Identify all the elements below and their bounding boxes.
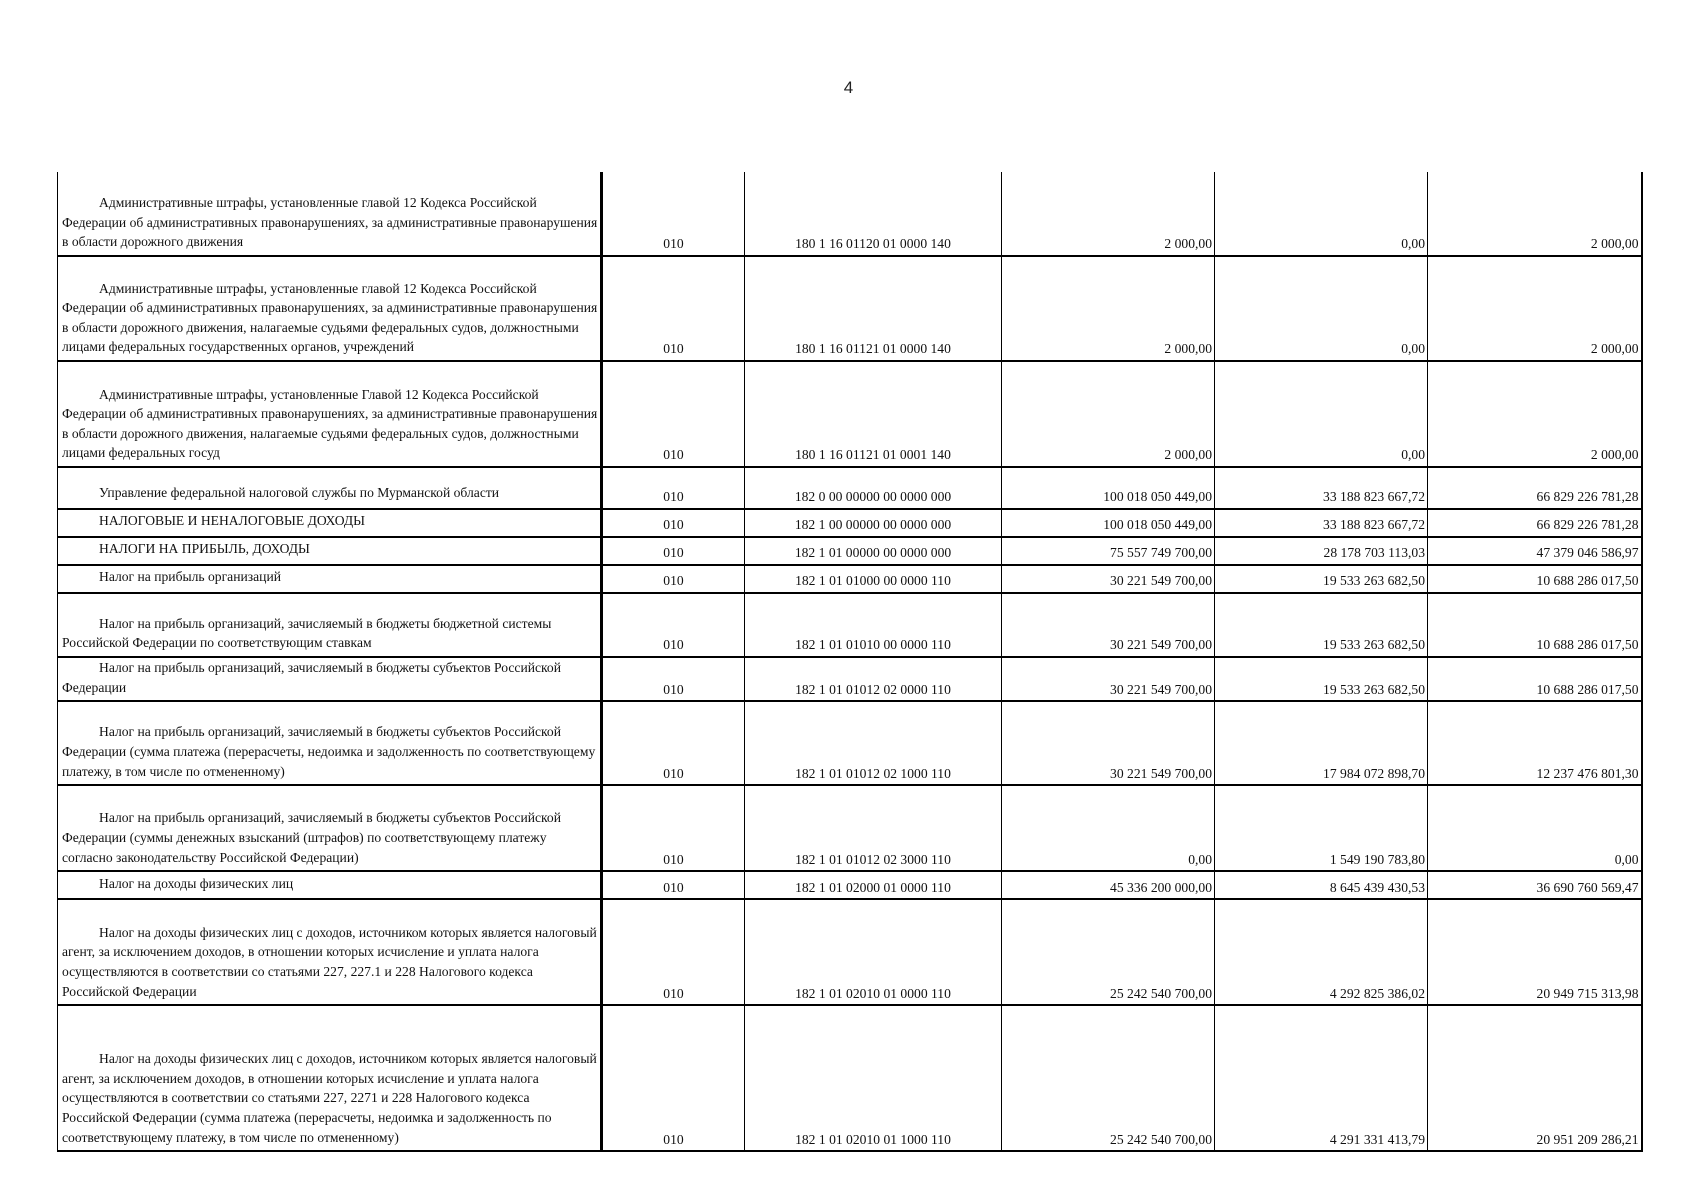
row-name-cell <box>58 871 602 899</box>
row-name: Налог на прибыль организаций <box>99 569 281 585</box>
table-row <box>58 899 1642 1005</box>
row-approved: 30 221 549 700,00 <box>1002 701 1215 785</box>
row-executed: 17 984 072 898,70 <box>1215 701 1428 785</box>
row-name: Налог на прибыль организаций, зачисляемый в бюджеты бюджетной системы Российской Федерации по соответствующим ставкам <box>62 615 552 651</box>
row-executed: 28 178 703 113,03 <box>1215 537 1428 565</box>
row-executed: 4 291 331 413,79 <box>1215 1005 1428 1151</box>
table-row <box>58 256 1642 361</box>
table-row <box>58 467 1642 509</box>
row-budget-code: 182 1 01 02010 01 0000 110 <box>745 899 1002 1005</box>
page-number: 4 <box>843 78 854 97</box>
row-budget-code: 182 1 01 02000 01 0000 110 <box>745 871 1002 899</box>
table-row <box>58 565 1642 593</box>
row-approved: 0,00 <box>1002 785 1215 871</box>
table-row <box>58 701 1642 785</box>
row-executed: 0,00 <box>1215 361 1428 467</box>
row-budget-code: 180 1 16 01120 01 0000 140 <box>745 172 1002 256</box>
row-name: Управление федеральной налоговой службы по Мурманской области <box>99 485 500 501</box>
row-line-code: 010 <box>602 899 745 1005</box>
table-row <box>58 1005 1642 1151</box>
row-line-code: 010 <box>602 509 745 537</box>
row-executed: 0,00 <box>1215 172 1428 256</box>
row-name: Административные штрафы, установленные главой 12 Кодекса Российской Федерации об административных правонарушениях, за административные правонарушения в области дорожного движения <box>62 195 598 250</box>
row-name-cell <box>58 899 602 1005</box>
row-executed: 33 188 823 667,72 <box>1215 509 1428 537</box>
row-name-cell <box>58 657 602 701</box>
row-name-cell <box>58 509 602 537</box>
row-unexecuted: 10 688 286 017,50 <box>1428 593 1642 657</box>
row-approved: 100 018 050 449,00 <box>1002 509 1215 537</box>
row-name-cell <box>58 361 602 467</box>
row-name-cell <box>58 467 602 509</box>
row-unexecuted: 47 379 046 586,97 <box>1428 537 1642 565</box>
row-unexecuted: 2 000,00 <box>1428 256 1642 361</box>
row-name: Налог на доходы физических лиц с доходов, источником которых является налоговый агент, за исключением доходов, в отношении которых исчисление и уплата налога осуществляются в соответствии со статьями 227, 227.1 и 228 Налогового кодекса Российской Федерации <box>62 924 597 999</box>
row-executed: 4 292 825 386,02 <box>1215 899 1428 1005</box>
revenue-table <box>57 172 1643 1152</box>
row-line-code: 010 <box>602 361 745 467</box>
row-approved: 45 336 200 000,00 <box>1002 871 1215 899</box>
row-name-cell <box>58 701 602 785</box>
row-line-code: 010 <box>602 565 745 593</box>
row-line-code: 010 <box>602 871 745 899</box>
row-budget-code: 182 1 01 01012 02 1000 110 <box>745 701 1002 785</box>
table-row <box>58 785 1642 871</box>
row-unexecuted: 10 688 286 017,50 <box>1428 657 1642 701</box>
row-unexecuted: 20 949 715 313,98 <box>1428 899 1642 1005</box>
table-row <box>58 593 1642 657</box>
row-approved: 75 557 749 700,00 <box>1002 537 1215 565</box>
row-name-cell <box>58 172 602 256</box>
row-name-cell <box>58 565 602 593</box>
row-budget-code: 182 1 00 00000 00 0000 000 <box>745 509 1002 537</box>
row-name-cell <box>58 785 602 871</box>
row-name: НАЛОГОВЫЕ И НЕНАЛОГОВЫЕ ДОХОДЫ <box>99 513 366 529</box>
row-unexecuted: 12 237 476 801,30 <box>1428 701 1642 785</box>
row-budget-code: 180 1 16 01121 01 0000 140 <box>745 256 1002 361</box>
row-approved: 30 221 549 700,00 <box>1002 657 1215 701</box>
row-budget-code: 182 1 01 01012 02 0000 110 <box>745 657 1002 701</box>
row-line-code: 010 <box>602 172 745 256</box>
row-approved: 100 018 050 449,00 <box>1002 467 1215 509</box>
table-row <box>58 361 1642 467</box>
row-executed: 33 188 823 667,72 <box>1215 467 1428 509</box>
row-approved: 25 242 540 700,00 <box>1002 1005 1215 1151</box>
row-unexecuted: 2 000,00 <box>1428 172 1642 256</box>
row-approved: 30 221 549 700,00 <box>1002 565 1215 593</box>
row-executed: 8 645 439 430,53 <box>1215 871 1428 899</box>
row-name: Налог на доходы физических лиц <box>99 875 294 891</box>
row-approved: 2 000,00 <box>1002 361 1215 467</box>
row-line-code: 010 <box>602 785 745 871</box>
row-name: Налог на прибыль организаций, зачисляемый в бюджеты субъектов Российской Федерации <box>62 660 562 695</box>
row-line-code: 010 <box>602 537 745 565</box>
table-row <box>58 871 1642 899</box>
row-unexecuted: 20 951 209 286,21 <box>1428 1005 1642 1151</box>
row-name: Налог на доходы физических лиц с доходов, источником которых является налоговый агент, за исключением доходов, в отношении которых исчисление и уплата налога осуществляются в соответствии со статьями 227, 2271 и 228 Налогового кодекса Российской Федерации (сумма платежа (перерасчеты, недоимка и задолженность по соответствующему платежу, в том числе по отмененному) <box>62 1051 597 1145</box>
row-name: Налог на прибыль организаций, зачисляемый в бюджеты субъектов Российской Федерации (суммы денежных взысканий (штрафов) по соответствующему платежу согласно законодательству Российской Федерации) <box>62 810 562 865</box>
row-budget-code: 182 1 01 01000 00 0000 110 <box>745 565 1002 593</box>
row-unexecuted: 0,00 <box>1428 785 1642 871</box>
row-executed: 19 533 263 682,50 <box>1215 565 1428 593</box>
row-budget-code: 182 1 01 01012 02 3000 110 <box>745 785 1002 871</box>
row-executed: 1 549 190 783,80 <box>1215 785 1428 871</box>
row-name: НАЛОГИ НА ПРИБЫЛЬ, ДОХОДЫ <box>99 541 310 557</box>
row-unexecuted: 2 000,00 <box>1428 361 1642 467</box>
row-budget-code: 182 1 01 02010 01 1000 110 <box>745 1005 1002 1151</box>
row-budget-code: 182 1 01 00000 00 0000 000 <box>745 537 1002 565</box>
row-line-code: 010 <box>602 701 745 785</box>
row-name: Налог на прибыль организаций, зачисляемый в бюджеты субъектов Российской Федерации (сумма платежа (перерасчеты, недоимка и задолженность по соответствующему платежу, в том числе по отмененному) <box>62 724 596 779</box>
table-row <box>58 509 1642 537</box>
row-name-cell <box>58 593 602 657</box>
row-line-code: 010 <box>602 256 745 361</box>
row-executed: 0,00 <box>1215 256 1428 361</box>
row-approved: 30 221 549 700,00 <box>1002 593 1215 657</box>
row-name-cell <box>58 537 602 565</box>
row-line-code: 010 <box>602 593 745 657</box>
row-unexecuted: 66 829 226 781,28 <box>1428 509 1642 537</box>
table-row <box>58 172 1642 256</box>
revenue-table-body <box>58 172 1642 1151</box>
row-unexecuted: 36 690 760 569,47 <box>1428 871 1642 899</box>
row-line-code: 010 <box>602 467 745 509</box>
row-budget-code: 182 0 00 00000 00 0000 000 <box>745 467 1002 509</box>
row-budget-code: 180 1 16 01121 01 0001 140 <box>745 361 1002 467</box>
row-line-code: 010 <box>602 657 745 701</box>
row-executed: 19 533 263 682,50 <box>1215 593 1428 657</box>
row-approved: 2 000,00 <box>1002 172 1215 256</box>
row-approved: 2 000,00 <box>1002 256 1215 361</box>
row-unexecuted: 66 829 226 781,28 <box>1428 467 1642 509</box>
row-name: Административные штрафы, установленные Главой 12 Кодекса Российской Федерации об административных правонарушениях, за административные правонарушения в области дорожного движения, налагаемые судьями федеральных судов, должностными лицами федеральных госуд <box>62 386 598 461</box>
table-row <box>58 537 1642 565</box>
row-executed: 19 533 263 682,50 <box>1215 657 1428 701</box>
row-name: Административные штрафы, установленные главой 12 Кодекса Российской Федерации об административных правонарушениях, за административные правонарушения в области дорожного движения, налагаемые судьями федеральных судов, должностными лицами федеральных государственных органов, учреждений <box>62 280 598 355</box>
row-name-cell <box>58 256 602 361</box>
table-row <box>58 657 1642 701</box>
row-name-cell <box>58 1005 602 1151</box>
row-budget-code: 182 1 01 01010 00 0000 110 <box>745 593 1002 657</box>
row-approved: 25 242 540 700,00 <box>1002 899 1215 1005</box>
row-unexecuted: 10 688 286 017,50 <box>1428 565 1642 593</box>
row-line-code: 010 <box>602 1005 745 1151</box>
